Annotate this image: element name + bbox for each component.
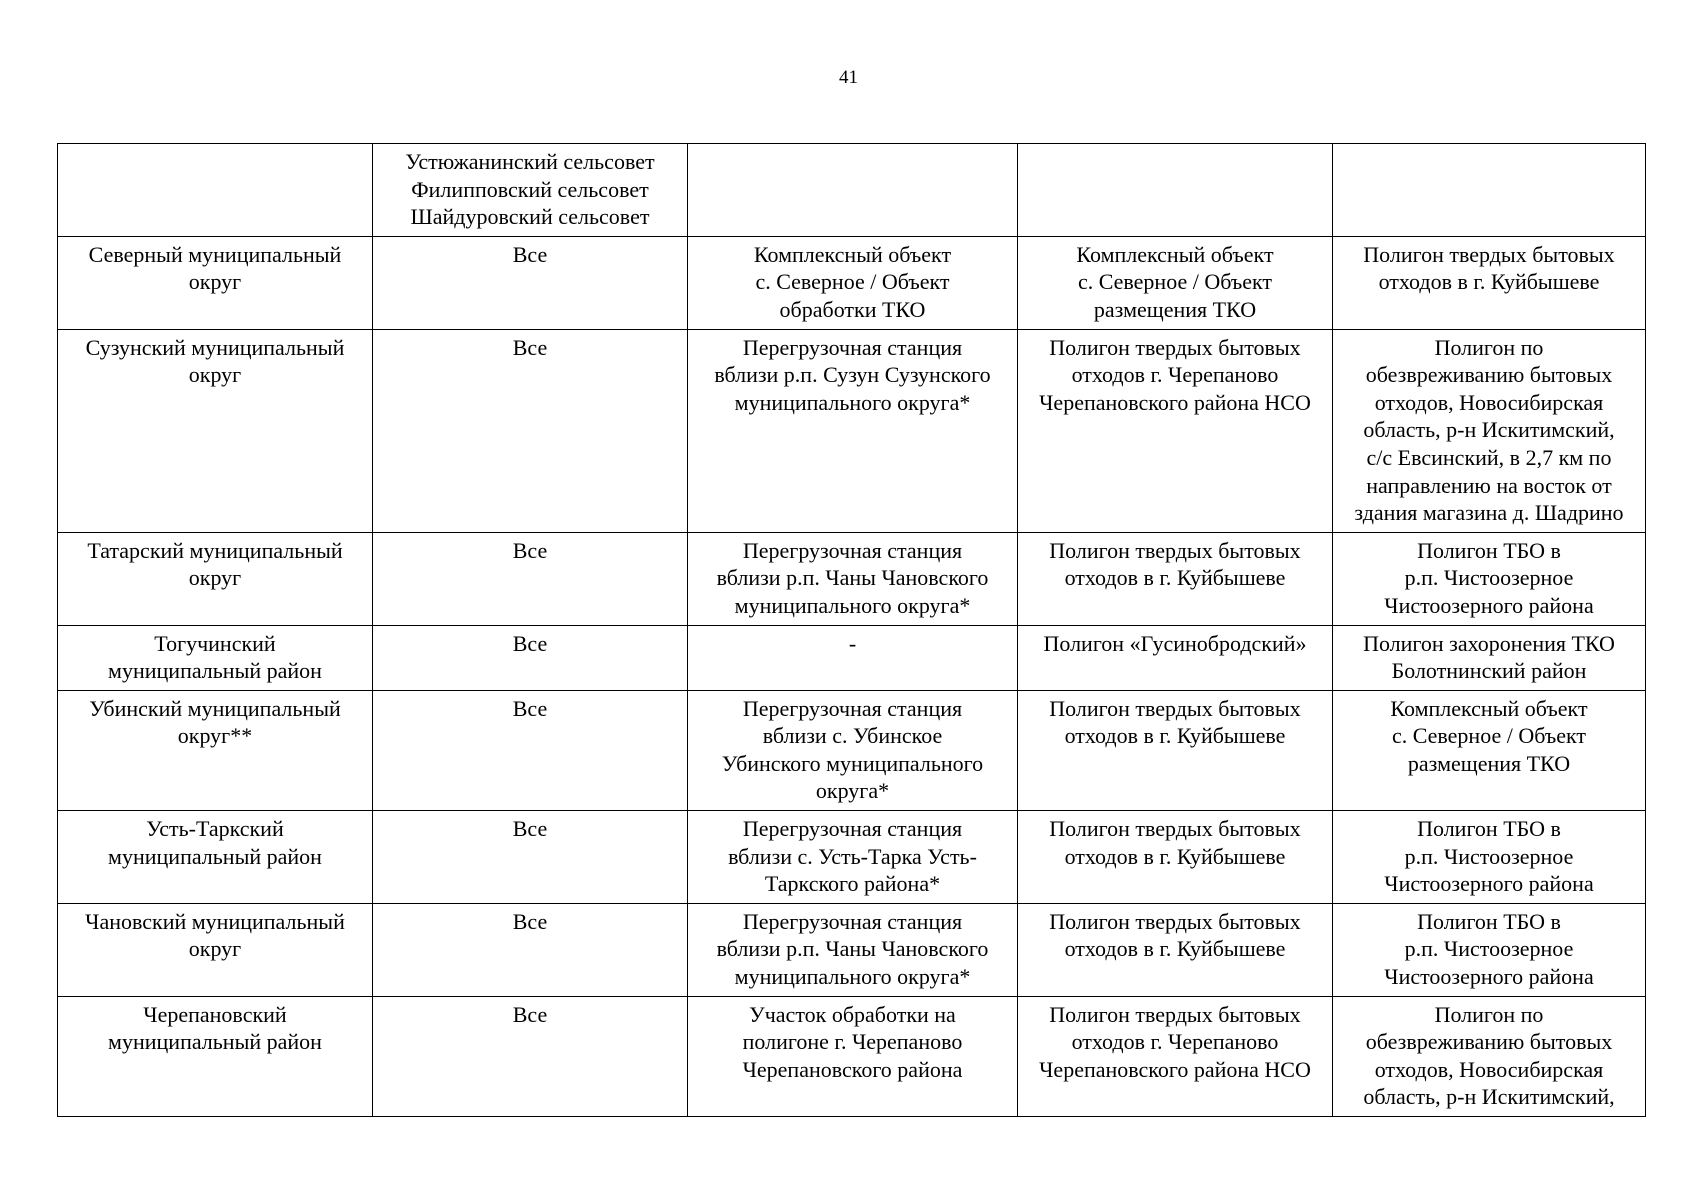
cell-district bbox=[58, 144, 373, 237]
table-row bbox=[58, 236, 1646, 329]
table-row bbox=[58, 625, 1646, 690]
cell-settlements: Все bbox=[373, 996, 688, 1116]
cell-placement: Полигон «Гусинобродский» bbox=[1018, 625, 1333, 690]
cell-processing bbox=[688, 144, 1018, 237]
cell-reserve: Полигон захоронения ТКО Болотнинский район bbox=[1333, 625, 1646, 690]
cell-processing: Участок обработки на полигоне г. Черепаново Черепановского района bbox=[688, 996, 1018, 1116]
cell-settlements: Устюжанинский сельсовет Филипповский сельсовет Шайдуровский сельсовет bbox=[373, 144, 688, 237]
cell-reserve: Полигон ТБО в р.п. Чистоозерное Чистоозерного района bbox=[1333, 903, 1646, 996]
waste-routing-table bbox=[57, 143, 1646, 1117]
cell-district: Татарский муниципальный округ bbox=[58, 532, 373, 625]
cell-placement: Полигон твердых бытовых отходов г. Черепаново Черепановского района НСО bbox=[1018, 996, 1333, 1116]
cell-district: Тогучинский муниципальный район bbox=[58, 625, 373, 690]
cell-settlements: Все bbox=[373, 690, 688, 810]
cell-processing: - bbox=[688, 625, 1018, 690]
cell-processing: Перегрузочная станция вблизи с. Убинское Убинского муниципального округа* bbox=[688, 690, 1018, 810]
cell-district: Северный муниципальный округ bbox=[58, 236, 373, 329]
table-row bbox=[58, 329, 1646, 532]
cell-settlements: Все bbox=[373, 625, 688, 690]
cell-placement: Комплексный объект с. Северное / Объект размещения ТКО bbox=[1018, 236, 1333, 329]
table-row bbox=[58, 144, 1646, 237]
cell-reserve: Полигон по обезвреживанию бытовых отходов, Новосибирская область, р-н Искитимский, с/с Евсинский, в 2,7 км по направлению на восток от здания магазина д. Шадрино bbox=[1333, 329, 1646, 532]
cell-settlements: Все bbox=[373, 811, 688, 904]
page-number: 41 bbox=[839, 67, 858, 88]
cell-reserve: Полигон ТБО в р.п. Чистоозерное Чистоозерного района bbox=[1333, 532, 1646, 625]
cell-district: Усть-Таркский муниципальный район bbox=[58, 811, 373, 904]
cell-district: Сузунский муниципальный округ bbox=[58, 329, 373, 532]
table-row bbox=[58, 811, 1646, 904]
cell-district: Чановский муниципальный округ bbox=[58, 903, 373, 996]
cell-placement: Полигон твердых бытовых отходов в г. Куйбышеве bbox=[1018, 811, 1333, 904]
cell-placement: Полигон твердых бытовых отходов в г. Куйбышеве bbox=[1018, 532, 1333, 625]
cell-settlements: Все bbox=[373, 329, 688, 532]
cell-processing: Перегрузочная станция вблизи р.п. Чаны Чановского муниципального округа* bbox=[688, 903, 1018, 996]
cell-settlements: Все bbox=[373, 236, 688, 329]
cell-district: Убинский муниципальный округ** bbox=[58, 690, 373, 810]
cell-reserve: Комплексный объект с. Северное / Объект размещения ТКО bbox=[1333, 690, 1646, 810]
cell-reserve: Полигон по обезвреживанию бытовых отходов, Новосибирская область, р-н Искитимский, bbox=[1333, 996, 1646, 1116]
cell-reserve: Полигон ТБО в р.п. Чистоозерное Чистоозерного района bbox=[1333, 811, 1646, 904]
cell-placement: Полигон твердых бытовых отходов г. Черепаново Черепановского района НСО bbox=[1018, 329, 1333, 532]
table-row bbox=[58, 690, 1646, 810]
cell-processing: Перегрузочная станция вблизи р.п. Чаны Чановского муниципального округа* bbox=[688, 532, 1018, 625]
cell-placement: Полигон твердых бытовых отходов в г. Куйбышеве bbox=[1018, 903, 1333, 996]
cell-processing: Перегрузочная станция вблизи р.п. Сузун Сузунского муниципального округа* bbox=[688, 329, 1018, 532]
cell-reserve: Полигон твердых бытовых отходов в г. Куйбышеве bbox=[1333, 236, 1646, 329]
cell-settlements: Все bbox=[373, 532, 688, 625]
cell-processing: Перегрузочная станция вблизи с. Усть-Тарка Усть- Таркского района* bbox=[688, 811, 1018, 904]
cell-settlements: Все bbox=[373, 903, 688, 996]
cell-placement: Полигон твердых бытовых отходов в г. Куйбышеве bbox=[1018, 690, 1333, 810]
cell-processing: Комплексный объект с. Северное / Объект обработки ТКО bbox=[688, 236, 1018, 329]
cell-reserve bbox=[1333, 144, 1646, 237]
cell-district: Черепановский муниципальный район bbox=[58, 996, 373, 1116]
cell-placement bbox=[1018, 144, 1333, 237]
table-row bbox=[58, 903, 1646, 996]
table-row bbox=[58, 532, 1646, 625]
table-row bbox=[58, 996, 1646, 1116]
